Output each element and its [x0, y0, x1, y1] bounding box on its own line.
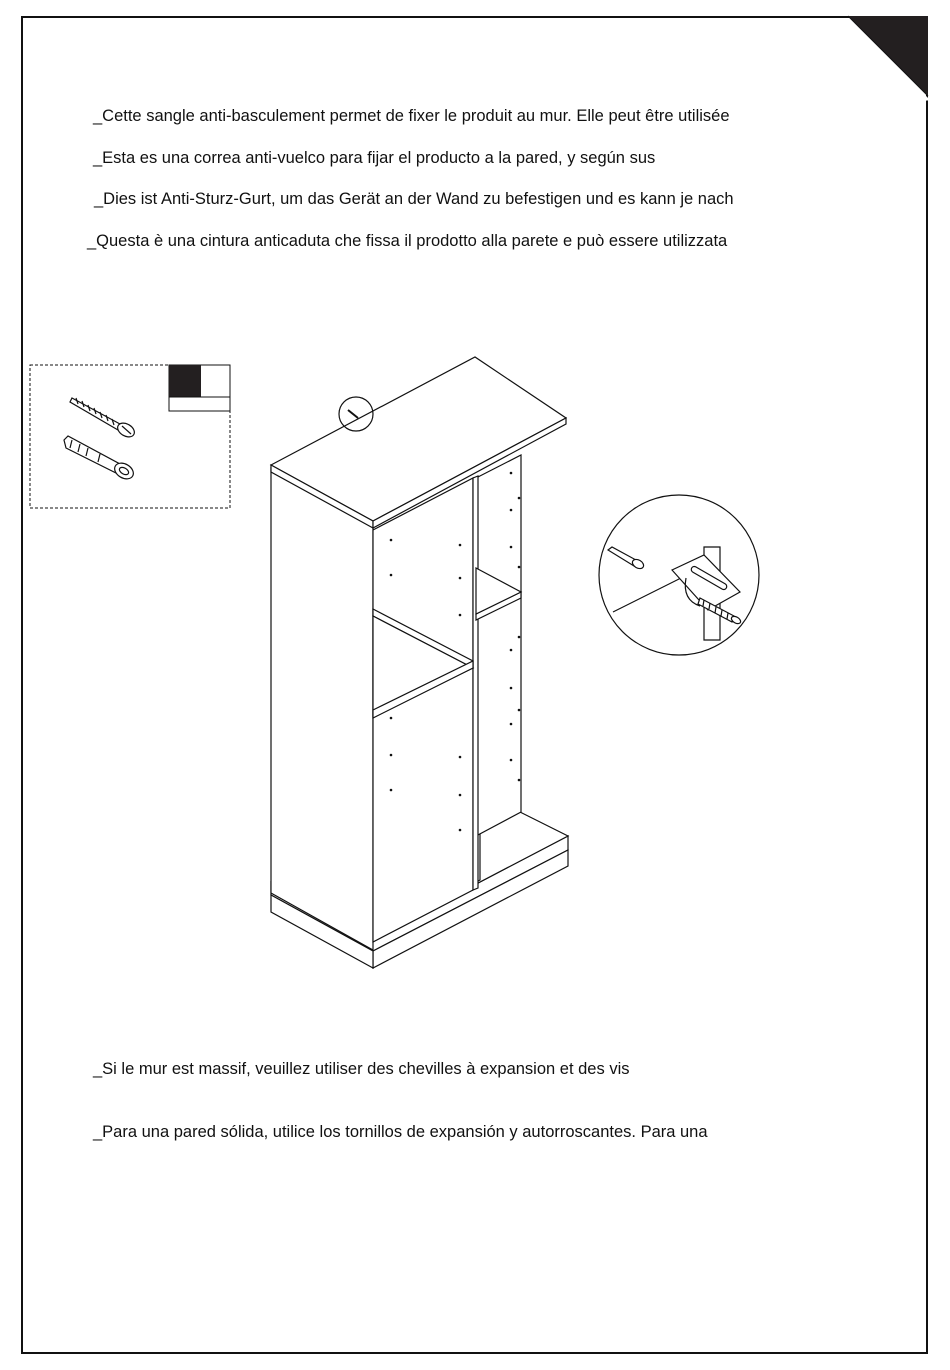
page-frame — [21, 16, 928, 1354]
instruction-it: _Questa è una cintura anticaduta che fissa il prodotto alla parete e può essere utilizzata — [87, 232, 728, 250]
instruction-bottom-es: _Para una pared sólida, utilice los tornillos de expansión y autorroscantes. Para una — [93, 1123, 708, 1141]
instruction-es: _Esta es una correa anti-vuelco para fijar el producto a la pared, y según sus — [93, 149, 656, 167]
instruction-de: _Dies ist Anti-Sturz-Gurt, um das Gerät an der Wand zu befestigen und es kann je nach — [94, 190, 734, 208]
instruction-fr: _Cette sangle anti-basculement permet de fixer le produit au mur. Elle peut être utilisée — [93, 107, 730, 125]
corner-tab-icon — [0, 0, 950, 120]
instruction-bottom-fr: _Si le mur est massif, veuillez utiliser des chevilles à expansion et des vis — [93, 1060, 630, 1078]
